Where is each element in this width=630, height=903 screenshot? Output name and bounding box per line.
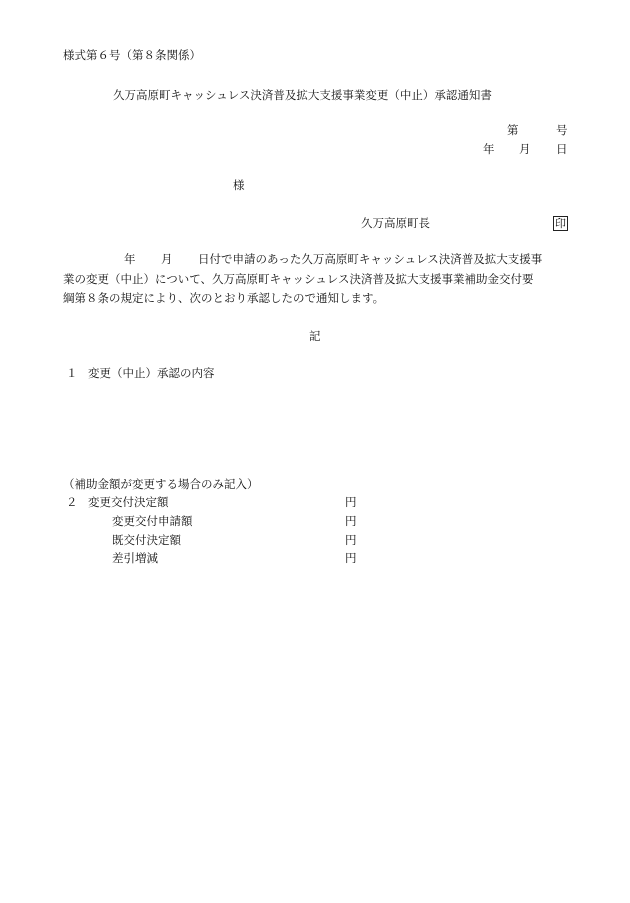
sender-name: 久万高原町長 [361,216,430,230]
row-unit-existing-decision: 円 [345,533,357,547]
row-label-existing-decision: 既交付決定額 [112,533,181,547]
row-unit-change-application: 円 [345,514,357,528]
seal-box: 印 [555,217,566,230]
body-year: 年 [124,252,136,266]
date-day: 日 [556,142,568,156]
row-label-change-application: 変更交付申請額 [112,514,193,528]
section1-number: １ [66,366,78,380]
number-go: 号 [556,123,568,137]
form-label: 様式第６号（第８条関係） [63,48,201,62]
addressee-honorific: 様 [233,178,245,192]
body-line-3: 綱第８条の規定により、次のとおり承認したので通知します。 [63,291,385,305]
section1-label: 変更（中止）承認の内容 [88,366,215,380]
subsidy-note: （補助金額が変更する場合のみ記入） [63,477,259,491]
row-unit-change-decision: 円 [345,495,357,509]
body-line-1: 日付で申請のあった久万高原町キャッシュレス決済普及拡大支援事 [198,252,543,266]
date-year: 年 [483,142,495,156]
number-dai: 第 [507,123,519,137]
seal-mark [553,216,568,231]
body-line-2: 業の変更（中止）について、久万高原町キャッシュレス決済普及拡大支援事業補助金交付要 [63,272,534,286]
body-month: 月 [161,252,173,266]
document-title: 久万高原町キャッシュレス決済普及拡大支援事業変更（中止）承認通知書 [113,88,492,102]
section2-number: ２ [66,495,78,509]
row-label-difference: 差引増減 [112,551,158,565]
row-unit-difference: 円 [345,551,357,565]
ki-mark: 記 [309,329,321,343]
date-month: 月 [519,142,531,156]
row-label-change-decision: 変更交付決定額 [88,495,169,509]
